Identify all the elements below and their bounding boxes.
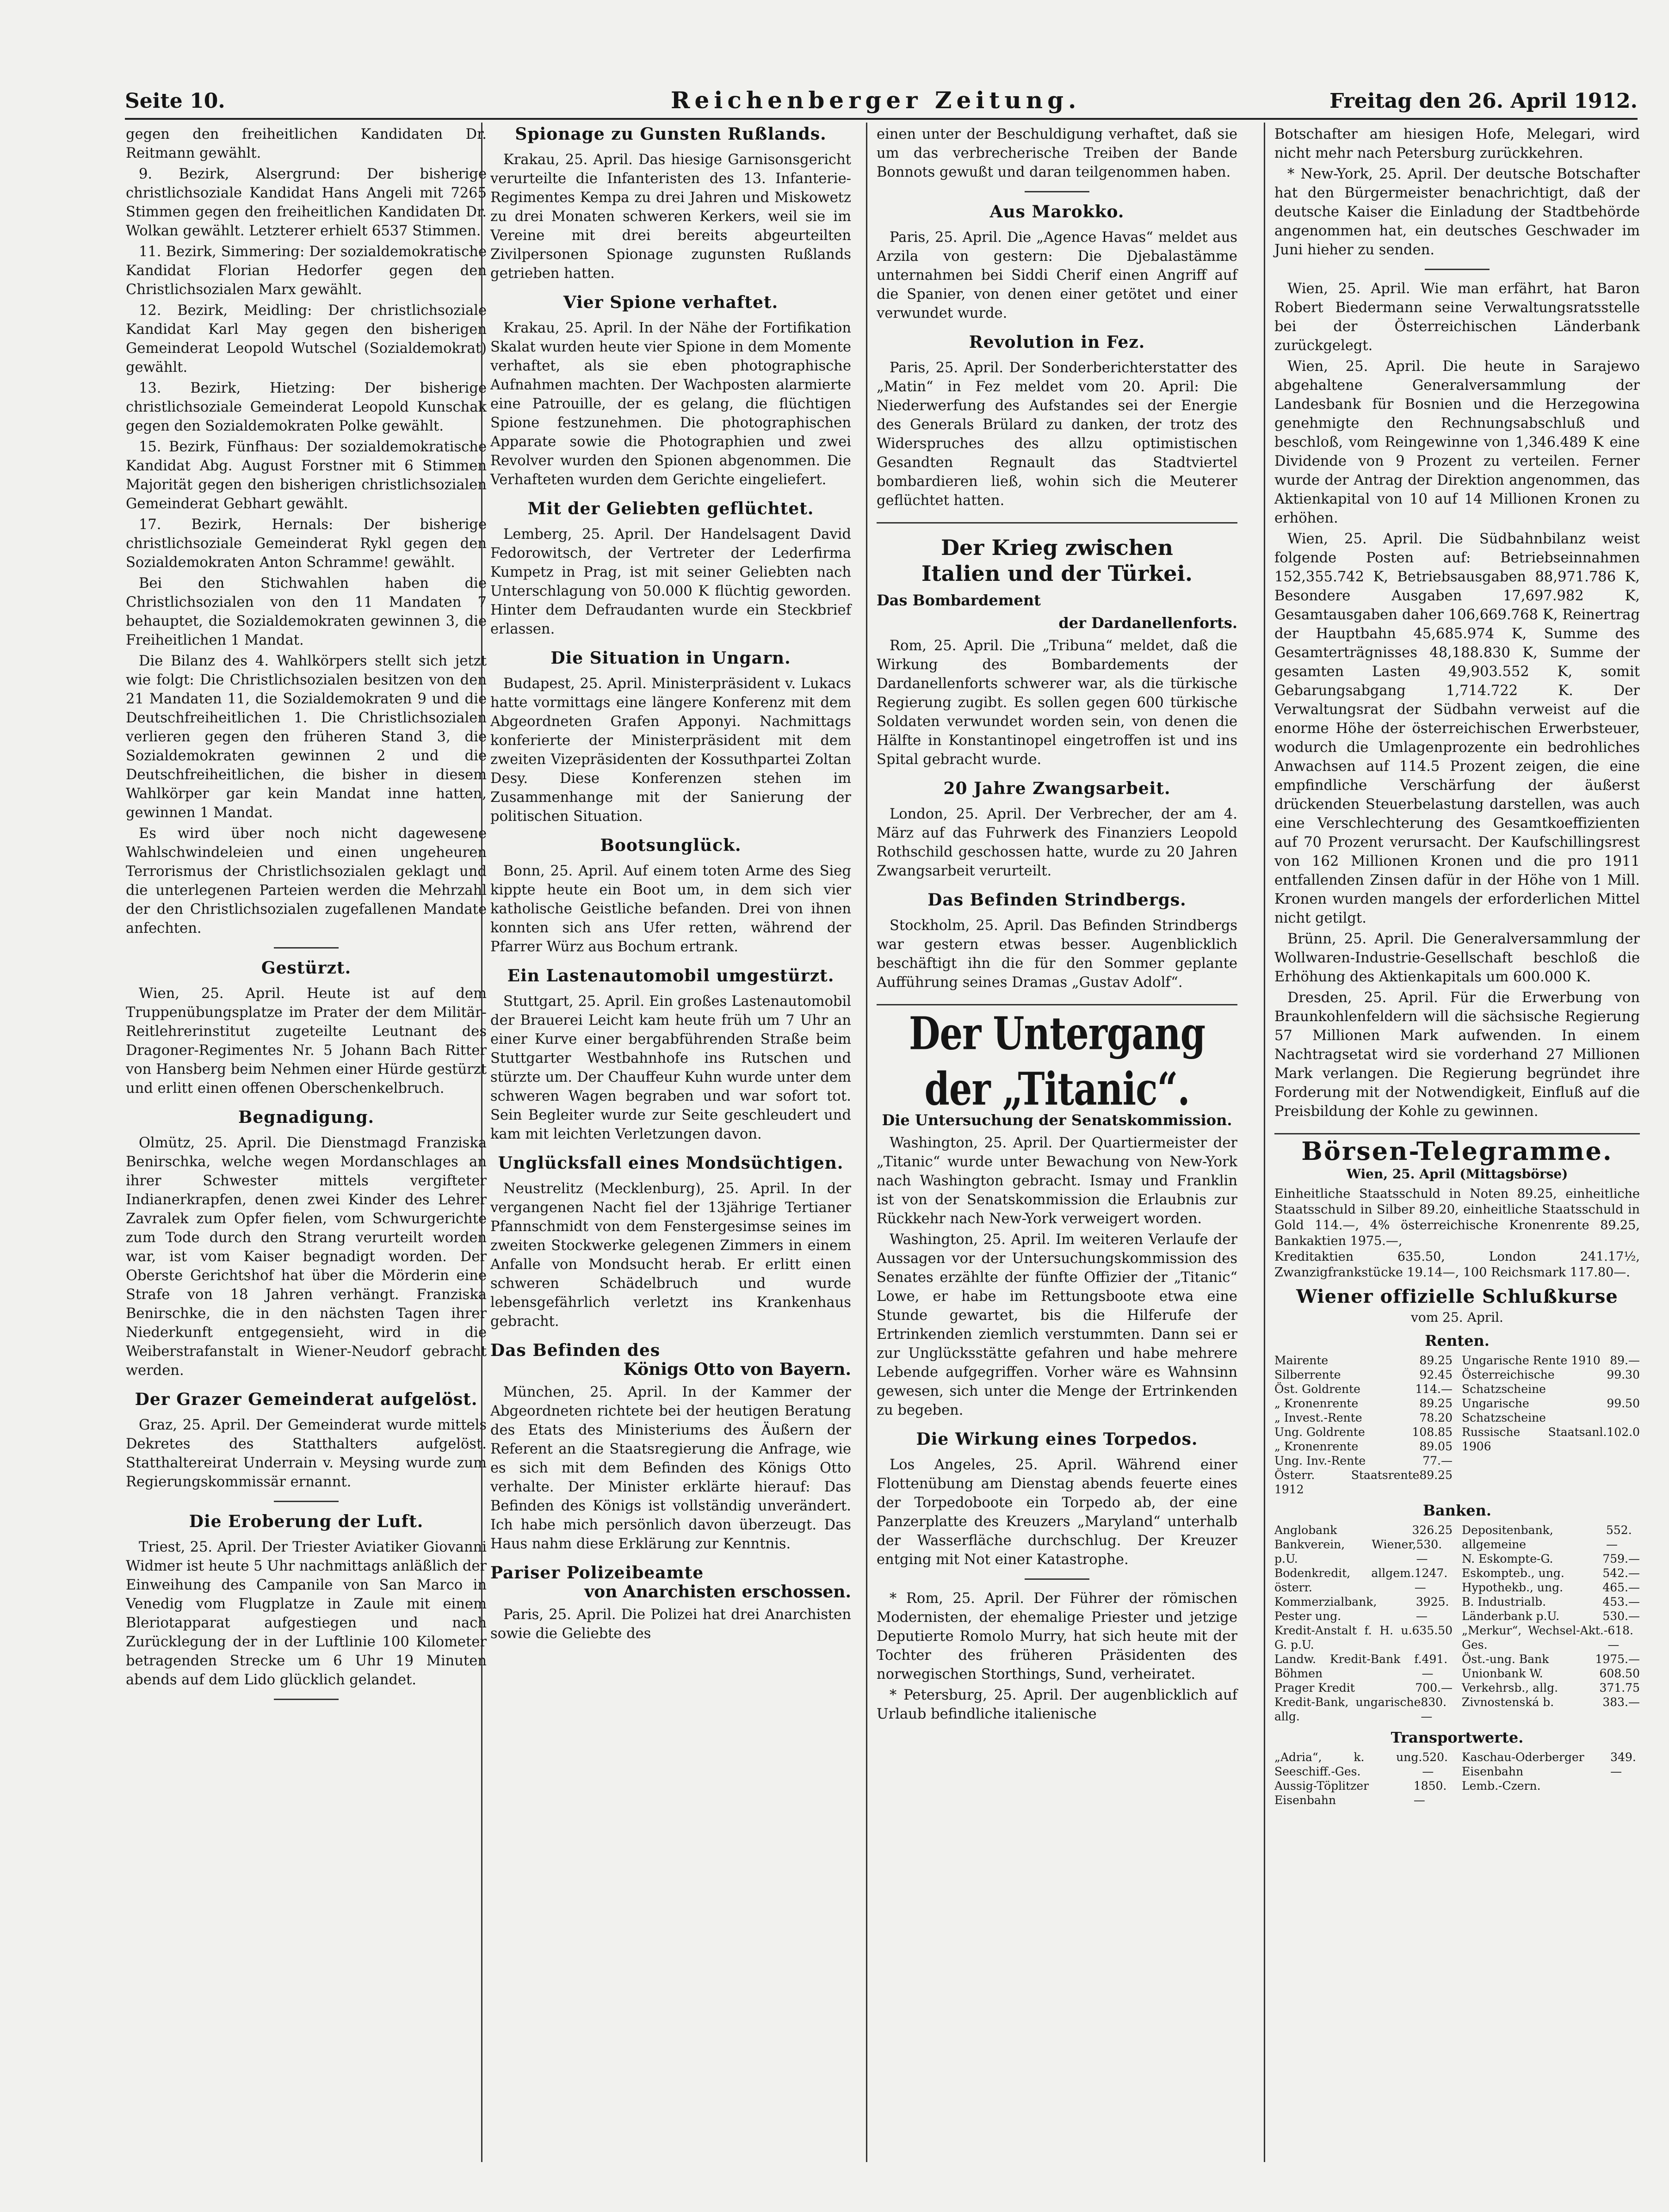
- security-price: 89.25: [1419, 1468, 1453, 1482]
- security-price: 114.—: [1415, 1382, 1453, 1396]
- security-price: 830.—: [1421, 1695, 1447, 1723]
- article-paragraph: Wien, 25. April. Wie man erfährt, hat Baron Robert Biedermann seine Verwaltungsratsstelle bei der Österreichischen Länderbank zurückgelegt.: [1274, 281, 1640, 354]
- separator: [274, 1501, 339, 1502]
- security-price: 1975.—: [1595, 1652, 1640, 1666]
- article-headline: Das Befinden Strindbergs.: [927, 890, 1187, 910]
- closing-prices-date: vom 25. April.: [1411, 1310, 1503, 1325]
- price-row: [1462, 1566, 1640, 1580]
- security-price: 108.85: [1412, 1425, 1453, 1439]
- separator: [1025, 191, 1089, 192]
- article-paragraph: Krakau, 25. April. In der Nähe der Fortifikation Skalat wurden heute vier Spione in dem Momente verhaftet, als sie eben photographische Aufnahmen machten. Der Wachposten alarmierte eine Patrouille, der es gelang, die flüchtigen Spione festzunehmen. Die photographischen Apparate sowie die Photographien und zwei Revolver wurden den Spionen abgenommen. Die Verhafteten wurden dem Gerichte eingeliefert.: [490, 320, 851, 488]
- security-price: 99.30: [1607, 1368, 1640, 1381]
- price-row: [1274, 1439, 1453, 1454]
- article-headline: Die Eroberung der Luft.: [189, 1512, 424, 1531]
- article-paragraph: Dresden, 25. April. Für die Erwerbung von Braunkohlenfeldern will die sächsische Regierung 57 Millionen Mark aufwenden. In einem Nachtragsetat wird sie vorderhand 27 Millionen Mark verlangen. Die Regierung begründet ihre Forderung mit der Notwendigkeit, Einfluß auf die Preisbildung der Kohle zu gewinnen.: [1274, 990, 1640, 1120]
- article-paragraph: Paris, 25. April. Die Polizei hat drei Anarchisten sowie die Geliebte des: [490, 1607, 851, 1642]
- security-name: „ Invest.-Rente: [1274, 1411, 1362, 1424]
- security-name: Silberrente: [1274, 1368, 1341, 1381]
- security-name: Aussig-Töplitzer Eisenbahn: [1274, 1779, 1369, 1807]
- article-paragraph: Neustrelitz (Mecklenburg), 25. April. In der vergangenen Nacht fiel der 13jährige Tertianer Pfannschmidt von dem Fenstergesimse seines im zweiten Stockwerke gelegenen Zimmers in einem Anfalle von Mondsucht herab. Er erlitt einen schweren Schädelbruch und wurde lebensgefährlich verletzt ins Krankenhaus gebracht.: [490, 1181, 851, 1330]
- security-price: 89.25: [1419, 1397, 1453, 1410]
- article-headline: 20 Jahre Zwangsarbeit.: [943, 779, 1171, 798]
- masthead: [125, 81, 1638, 120]
- security-price: 618.—: [1607, 1624, 1633, 1651]
- security-price: 89.—: [1610, 1354, 1640, 1367]
- stock-line: Kreditaktien 635.50, London 241.17½, Zwanzigfrankstücke 19.14—, 100 Reichsmark 117.80—.: [1274, 1250, 1640, 1280]
- price-row: [1462, 1552, 1640, 1566]
- price-row: [1274, 1652, 1453, 1681]
- price-row: [1274, 1353, 1453, 1368]
- transport-left: [1274, 1750, 1453, 1807]
- security-name: Bodenkredit, allgem. österr.: [1274, 1566, 1415, 1594]
- price-row: [1274, 1750, 1453, 1779]
- separator: [274, 947, 339, 949]
- security-price: 608.50: [1599, 1667, 1640, 1680]
- price-row: [1274, 1396, 1453, 1411]
- lead-headline: Der Untergang der „Titanic“.: [909, 1007, 1205, 1116]
- separator: [274, 1699, 339, 1700]
- article-paragraph: 17. Bezirk, Hernals: Der bisherige christlichsoziale Gemeinderat Rykl gegen den Sozialdemokraten Anton Schramme! gewählt.: [126, 517, 487, 571]
- subheadline: der Dardanellenforts.: [1058, 614, 1237, 632]
- transport-right: [1462, 1750, 1640, 1807]
- security-price: 77.—: [1422, 1454, 1453, 1467]
- price-row: [1462, 1666, 1640, 1681]
- security-name: Lemb.-Czern.: [1462, 1779, 1541, 1793]
- article-paragraph: 15. Bezirk, Fünfhaus: Der sozialdemokratische Kandidat Abg. August Forstner mit 6 Stimmen Majorität gegen den bisherigen christlichsozialen Gemeinderat Gebhart gewählt.: [126, 439, 487, 512]
- price-row: [1462, 1580, 1640, 1595]
- price-row: [1274, 1595, 1453, 1623]
- price-row: [1274, 1468, 1453, 1497]
- article-headline: Das Befinden des: [490, 1341, 661, 1360]
- security-price: 383.—: [1602, 1695, 1640, 1709]
- security-price: 102.0: [1607, 1425, 1640, 1439]
- security-price: 491.—: [1422, 1652, 1448, 1680]
- article-headline: Der Grazer Gemeinderat aufgelöst.: [135, 1390, 478, 1409]
- article-headline: Begnadigung.: [238, 1108, 375, 1127]
- security-name: Mairente: [1274, 1354, 1329, 1367]
- price-row: [1274, 1411, 1453, 1425]
- subheadline: Die Untersuchung der Senatskommission.: [882, 1111, 1232, 1129]
- security-name: Bankverein, Wiener, p.U.: [1274, 1538, 1416, 1565]
- price-row: [1274, 1566, 1453, 1595]
- price-row: [1462, 1425, 1640, 1454]
- article-paragraph: Die Bilanz des 4. Wahlkörpers stellt sich jetzt wie folgt: Die Christlichsozialen besitzen von den 21 Mandaten 11, die Sozialdemokraten 9 und die Deutschfreiheitlichen 1. Die Christlichsozialen verlieren gegen den früheren Stand 3, die Sozialdemokraten gewinnen 2 und die Deutschfreiheitlichen, die bisher in diesem Wahlkörper gar kein Mandat inne hatten, gewinnen 1 Mandat.: [126, 653, 487, 821]
- article-headline: Spionage zu Gunsten Rußlands.: [515, 124, 827, 144]
- security-price: 99.50: [1607, 1397, 1640, 1410]
- article-paragraph: 13. Bezirk, Hietzing: Der bisherige christlichsoziale Gemeinderat Leopold Kunschak gegen den Sozialdemokraten Polke gewählt.: [126, 380, 487, 434]
- article-paragraph: 9. Bezirk, Alsergrund: Der bisherige christlichsoziale Kandidat Hans Angeli mit 7265 Stimmen gegen den freiheitlichen Kandidaten Dr. Wolkan gewählt. Letzterer erhielt 6537 Stimmen.: [126, 166, 487, 239]
- article-paragraph: Triest, 25. April. Der Triester Aviatiker Giovanni Widmer ist heute 5 Uhr nachmittags anläßlich der Einweihung des Campanile von San Marco in Venedig vom Flugplatze in Zaule mit einem Bleriotapparat aufgestiegen und nach Zurücklegung der in der Luftlinie 100 Kilometer betragenden Strecke um 6 Uhr 19 Minuten abends auf dem Lido glücklich gelandet.: [126, 1539, 487, 1688]
- security-name: B. Industrialb.: [1462, 1595, 1546, 1608]
- security-name: Anglobank: [1274, 1523, 1337, 1537]
- article-paragraph: München, 25. April. In der Kammer der Abgeordneten richtete bei der heutigen Beratung des Etats des Ministeriums des Äußern der Referent an die Staatsregierung die Anfrage, wie es sich mit dem Befinden des Königs Otto verhalte. Der Minister erklärte hierauf: Das Befinden des Königs ist vollständig unverändert. Ich habe mich persönlich davon überzeugt. Das Haus nahm diese Erklärung zur Kenntnis.: [490, 1384, 851, 1552]
- price-row: [1274, 1523, 1453, 1537]
- column-rule: [866, 123, 867, 2162]
- security-name: Eskompteb., ung.: [1462, 1566, 1564, 1580]
- section-title-banken: Banken.: [1423, 1502, 1491, 1519]
- section-headline: Der Krieg zwischen: [941, 535, 1173, 560]
- security-price: 349.—: [1610, 1750, 1636, 1778]
- article-paragraph: London, 25. April. Der Verbrecher, der am 4. März auf das Fuhrwerk des Finanziers Leopold Rothschild geschossen hatte, wurde zu 20 Jahren Zwangsarbeit verurteilt.: [877, 806, 1237, 879]
- security-price: 92.45: [1419, 1368, 1453, 1381]
- article-paragraph: Paris, 25. April. Der Sonderberichterstatter des „Matin“ in Fez meldet vom 20. April: Die Niederwerfung des Aufstandes sei der Energie des Generals Brülard zu danken, der trotz des Widerspruches des allzu optimistischen Gesandten Regnault das Stadtviertel bombardieren ließ, wohin sich die Meuterer geflüchtet hatten.: [877, 360, 1237, 509]
- separator: [1425, 269, 1490, 270]
- article-headline-continued: von Anarchisten erschossen.: [584, 1582, 851, 1602]
- security-price: 542.—: [1602, 1566, 1640, 1580]
- section-rule: [877, 1004, 1237, 1005]
- article-headline: Die Situation in Ungarn.: [550, 648, 791, 668]
- article-paragraph: Rom, 25. April. Die „Tribuna“ meldet, daß die Wirkung des Bombardements der Dardanellenforts schwerer war, als die türkische Regierung zugibt. Es sollen gegen 600 türkische Soldaten verwundet worden sein, von denen die Hälfte in Konstantinopel eingetroffen ist und ins Spital gebracht wurde.: [877, 638, 1237, 768]
- closing-prices-heading: Wiener offizielle Schlußkurse: [1296, 1286, 1618, 1307]
- security-price: 635.50: [1412, 1624, 1453, 1637]
- security-price: 1850.—: [1413, 1779, 1447, 1807]
- article-paragraph: Brünn, 25. April. Die Generalversammlung der Wollwaren-Industrie-Gesellschaft beschloß die Erhöhung des Aktienkapitals um 600.000 K.: [1274, 931, 1640, 985]
- price-row: [1462, 1695, 1640, 1709]
- security-name: Ung. Inv.-Rente: [1274, 1454, 1366, 1467]
- price-row: [1462, 1681, 1640, 1695]
- banken-left: [1274, 1523, 1453, 1724]
- stock-line: Einheitliche Staatsschuld in Noten 89.25, einheitliche Staatsschuld in Silber 89.20, einheitliche Staatsschuld in Gold 114.—, 4% österreichische Kronenrente 89.25, Bankaktien 1975.—,: [1274, 1187, 1640, 1248]
- article-paragraph: 11. Bezirk, Simmering: Der sozialdemokratische Kandidat Florian Hedorfer gegen den Christlichsozialen Marx gewählt.: [126, 244, 487, 298]
- price-row: [1274, 1681, 1453, 1695]
- article-paragraph: gegen den freiheitlichen Kandidaten Dr. Reitmann gewählt.: [126, 126, 487, 161]
- security-name: Zivnostenská b.: [1462, 1695, 1554, 1709]
- security-name: Landw. Kredit-Bank f. Böhmen: [1274, 1652, 1422, 1680]
- security-price: 520.—: [1422, 1750, 1448, 1778]
- column-3: [877, 125, 1237, 1725]
- price-row: [1274, 1425, 1453, 1439]
- article-paragraph: Stockholm, 25. April. Das Befinden Strindbergs war gestern etwas besser. Augenblicklich beschäftigt ihn die für den Sommer geplante Aufführung seines Dramas „Gustav Adolf“.: [877, 918, 1237, 991]
- article-paragraph: Washington, 25. April. Im weiteren Verlaufe der Aussagen vor der Untersuchungskommission des Senates erzählte der fünfte Offizier der „Titanic“ Lowe, er habe im Rettungsboote etwa eine Stunde gewartet, bis die Hilferufe der Ertrinkenden ziemlich verstummten. Dann sei er zur Unglücksstätte gefahren und habe mehrere Lebende aufgegriffen. Vorher wäre es Wahnsinn gewesen, sich unter die Menge der Ertrinkenden zu begeben.: [877, 1232, 1237, 1418]
- article-headline-continued: Königs Otto von Bayern.: [623, 1360, 851, 1379]
- security-name: Hypothekb., ung.: [1462, 1581, 1564, 1594]
- security-name: Kaschau-Oderberger Eisenbahn: [1462, 1750, 1584, 1778]
- price-row: [1462, 1609, 1640, 1623]
- security-price: 530.—: [1416, 1538, 1442, 1565]
- renten-table: [1274, 1353, 1640, 1497]
- security-price: 371.75: [1599, 1681, 1640, 1694]
- column-2: [490, 125, 851, 1645]
- security-name: Kredit-Anstalt f. H. u. G. p.U.: [1274, 1624, 1412, 1651]
- article-headline: Bootsunglück.: [600, 836, 742, 855]
- security-price: 552.—: [1606, 1523, 1632, 1551]
- security-name: „ Kronenrente: [1274, 1440, 1359, 1453]
- article-headline: Gestürzt.: [261, 958, 352, 978]
- security-name: Prager Kredit: [1274, 1681, 1355, 1694]
- price-row: [1462, 1368, 1640, 1396]
- security-name: Kommerzialbank, Pester ung.: [1274, 1595, 1377, 1623]
- article-paragraph: * Rom, 25. April. Der Führer der römischen Modernisten, der ehemalige Priester und jetzige Deputierte Romolo Murry, hat sich heute mit der Tochter des früheren Präsidenten des norwegischen Storthings, Sund, verheiratet.: [877, 1590, 1237, 1682]
- stock-telegrams-dateline: Wien, 25. April (Mittagsbörse): [1346, 1166, 1568, 1182]
- security-name: Österreichische Schatzscheine: [1462, 1368, 1555, 1396]
- issue-date: Freitag den 26. April 1912.: [1329, 89, 1638, 113]
- article-headline: Pariser Polizeibeamte: [490, 1563, 704, 1583]
- security-name: „Merkur“, Wechsel-Akt.-Ges.: [1462, 1624, 1608, 1651]
- article-paragraph: Paris, 25. April. Die „Agence Havas“ meldet aus Arzila von gestern: Die Djebalastämme unternahmen bei Siddi Cherif einen Angriff auf die Spanier, von denen einer getötet und einer verwundet wurde.: [877, 229, 1237, 321]
- price-row: [1274, 1537, 1453, 1566]
- section-rule: [1274, 1133, 1640, 1134]
- page-number: Seite 10.: [125, 89, 225, 113]
- security-name: Länderbank p.U.: [1462, 1609, 1560, 1623]
- price-row: [1462, 1652, 1640, 1666]
- price-row: [1462, 1396, 1640, 1425]
- security-name: Verkehrsb., allg.: [1462, 1681, 1558, 1694]
- article-headline: Aus Marokko.: [989, 202, 1125, 222]
- price-row: [1274, 1623, 1453, 1652]
- renten-right: [1462, 1353, 1640, 1497]
- price-row: [1274, 1695, 1453, 1724]
- security-price: 78.20: [1419, 1411, 1453, 1424]
- price-row: [1462, 1523, 1640, 1552]
- transport-table: [1274, 1750, 1640, 1807]
- security-price: 465.—: [1602, 1581, 1640, 1594]
- article-paragraph: Botschafter am hiesigen Hofe, Melegari, wird nicht mehr nach Petersburg zurückkehren.: [1274, 126, 1640, 161]
- security-name: Ungarische Rente 1910: [1462, 1354, 1601, 1367]
- article-paragraph: Olmütz, 25. April. Die Dienstmagd Franziska Benirschka, welche wegen Mordanschlages an ihrer Schwester mittels vergifteter Indianerkrapfen, denen zwei Kinder des Lehrer Zavralek zum Opfer fielen, vom Schwurgerichte zum Tode durch den Strang verurteilt worden war, ist vom Kaiser begnadigt worden. Der Oberste Gerichtshof hat über die Mörderin eine Strafe von 18 Jahren verhängt. Franziska Benirschke, die in den nächsten Tagen ihrer Niederkunft entgegensieht, wird in die Weiberstrafanstalt in Wiener-Neudorf gebracht werden.: [126, 1135, 487, 1379]
- banken-table: [1274, 1523, 1640, 1724]
- price-row: [1462, 1623, 1640, 1652]
- price-row: [1274, 1368, 1453, 1382]
- article-paragraph: * New-York, 25. April. Der deutsche Botschafter hat den Bürgermeister benachrichtigt, daß der deutsche Kaiser die Einladung der Stadtbehörde angenommen hat, ein deutsches Geschwader im Juni hieher zu senden.: [1274, 166, 1640, 258]
- price-row: [1462, 1595, 1640, 1609]
- security-name: Unionbank W.: [1462, 1667, 1543, 1680]
- section-headline: Italien und der Türkei.: [921, 561, 1193, 586]
- security-price: 89.05: [1419, 1440, 1453, 1453]
- column-rule: [1264, 123, 1265, 2162]
- article-paragraph: Graz, 25. April. Der Gemeinderat wurde mittels Dekretes des Statthalters aufgelöst. Statthaltereirat Underrain v. Meysing wurde zum Regierungskommissär ernannt.: [126, 1417, 487, 1490]
- security-price: 89.25: [1419, 1354, 1453, 1367]
- article-headline: Mit der Geliebten geflüchtet.: [527, 499, 814, 518]
- newspaper-title: Reichenberger Zeitung.: [671, 86, 1081, 114]
- security-name: Öst.-ung. Bank: [1462, 1652, 1549, 1666]
- security-price: 3925.—: [1416, 1595, 1449, 1623]
- security-name: Depositenbank, allgemeine: [1462, 1523, 1553, 1551]
- price-row: [1462, 1750, 1640, 1779]
- article-headline: Ein Lastenautomobil umgestürzt.: [507, 966, 834, 986]
- column-4: [1274, 125, 1640, 1807]
- article-paragraph: Bei den Stichwahlen haben die Christlichsozialen von den 11 Mandaten 7 behauptet, die Sozialdemokraten gewinnen 3, die Freiheitlichen 1 Mandat.: [126, 575, 487, 648]
- security-price: 759.—: [1602, 1552, 1640, 1565]
- column-1: [126, 125, 487, 1709]
- subheadline: Das Bombardement: [877, 592, 1041, 609]
- article-paragraph: 12. Bezirk, Meidling: Der christlichsoziale Kandidat Karl May gegen den bisherigen Gemeinderat Leopold Wutschel (Sozialdemokrat) gewählt.: [126, 302, 487, 376]
- security-name: „Adria“, k. ung. Seeschiff.-Ges.: [1274, 1750, 1422, 1778]
- price-row: [1274, 1779, 1453, 1807]
- stock-telegrams-heading: Börsen-Telegramme.: [1301, 1136, 1613, 1166]
- security-price: 326.25: [1412, 1523, 1453, 1537]
- banken-right: [1462, 1523, 1640, 1724]
- article-paragraph: * Petersburg, 25. April. Der augenblicklich auf Urlaub befindliche italienische: [877, 1687, 1237, 1722]
- security-name: Ung. Goldrente: [1274, 1425, 1365, 1439]
- article-paragraph: Bonn, 25. April. Auf einem toten Arme des Sieg kippte heute ein Boot um, in dem sich vier katholische Geistliche befanden. Drei von ihnen konnten sich ans Ufer retten, während der Pfarrer Würz aus Bochum ertrank.: [490, 863, 851, 955]
- price-row: [1462, 1353, 1640, 1368]
- security-name: Öst. Goldrente: [1274, 1382, 1360, 1396]
- article-headline: Die Wirkung eines Torpedos.: [916, 1429, 1198, 1449]
- section-title-renten: Renten.: [1425, 1332, 1490, 1349]
- security-name: N. Eskompte-G.: [1462, 1552, 1553, 1565]
- section-rule: [877, 522, 1237, 524]
- price-row: [1462, 1779, 1640, 1793]
- security-name: „ Kronenrente: [1274, 1397, 1359, 1410]
- article-paragraph: Stuttgart, 25. April. Ein großes Lastenautomobil der Brauerei Leicht kam heute früh um 7 Uhr an einer Kurve einer bergabführenden Straße beim Stuttgarter Westbahnhofe ins Rutschen und stürzte um. Der Chauffeur Kuhn wurde unter dem schweren Wagen begraben und war sofort tot. Sein Begleiter wurde zur Seite geschleudert und kam mit leichten Verletzungen davon.: [490, 993, 851, 1142]
- security-price: 530.—: [1602, 1609, 1640, 1623]
- article-paragraph: Wien, 25. April. Heute ist auf dem Truppenübungsplatze im Prater der dem Militär-Reitlehrerinstitut zugeteilte Leutnant des Dragoner-Regimentes Nr. 5 Johann Bach Ritter von Hansberg beim Nehmen einer Hürde gestürzt und erlitt einen offenen Oberschenkelbruch.: [126, 986, 487, 1097]
- article-paragraph: Wien, 25. April. Die Südbahnbilanz weist folgende Posten auf: Betriebseinnahmen 152,355.742 K, Betriebsausgaben 88,971.786 K, Besondere Ausgaben 17,697.982 K, Gesamtausgaben daher 106,669.768 K, Reinertrag der Hauptbahn 45,685.974 K, Summe des Gesamterträgnisses 48,188.830 K, Summe der gesamten Lasten 49,903.552 K, somit Gebarungsabgang 1,714.722 K. Der Verwaltungsrat der Südbahn verweist auf die enorme Höhe der österreichischen Erwerbsteuer, wodurch die Umlagenprozente ein bedrohliches Anwachsen auf 114.5 Prozent zeigen, die eine empfindliche Verschärfung der äußerst drückenden Steuerbelastung darstellen, was auch eine Verschlechterung des Gesamtkoeffizienten auf 70 Prozent verursacht. Der Kaufschillingsrest von 162 Millionen Kronen und die pro 1911 entfallenden Zinsen dafür in der Höhe von 1 Mill. Kronen wurden mangels der erforderlichen Mittel nicht getilgt.: [1274, 531, 1640, 926]
- article-paragraph: Los Angeles, 25. April. Während einer Flottenübung am Dienstag abends feuerte eines der Torpedoboote ein Torpedo ab, der eine Panzerplatte des Kreuzers „Maryland“ unterhalb der Wasserfläche durchschlug. Der Kreuzer entging mit Not einer Katastrophe.: [877, 1457, 1237, 1568]
- security-name: Ungarische Schatzscheine: [1462, 1397, 1546, 1424]
- article-headline: Unglücksfall eines Mondsüchtigen.: [498, 1153, 844, 1173]
- article-paragraph: Wien, 25. April. Die heute in Sarajewo abgehaltene Generalversammlung der Landesbank für Bosnien und die Herzegowina genehmigte den Rechnungsabschluß und beschloß, vom Reingewinne von 1,346.489 K eine Dividende von 9 Prozent zu verteilen. Ferner wurde der Antrag der Direktion angenommen, das Aktienkapital von 10 auf 14 Millionen Kronen zu erhöhen.: [1274, 358, 1640, 526]
- article-headline: Revolution in Fez.: [969, 333, 1145, 352]
- article-paragraph: Washington, 25. April. Der Quartiermeister der „Titanic“ wurde unter Bewachung von New-York nach Washington gebracht. Ismay und Franklin ist von der Senatskommission die Erlaubnis zur Rückkehr nach New-York verweigert worden.: [877, 1135, 1237, 1227]
- security-name: Russische Staatsanl. 1906: [1462, 1425, 1607, 1453]
- security-price: 700.—: [1415, 1681, 1453, 1694]
- price-row: [1274, 1382, 1453, 1396]
- article-paragraph: einen unter der Beschuldigung verhaftet, daß sie um das verbrecherische Treiben der Bande Bonnots gewußt und daran teilgenommen haben.: [877, 126, 1237, 180]
- article-paragraph: Lemberg, 25. April. Der Handelsagent David Fedorowitsch, der Vertreter der Lederfirma Kumpetz in Prag, ist mit seiner Geliebten nach Unterschlagung von 50.000 K flüchtig geworden. Hinter dem Defraudanten wurde ein Steckbrief erlassen.: [490, 526, 851, 637]
- article-paragraph: Krakau, 25. April. Das hiesige Garnisonsgericht verurteilte die Infanteristen des 13. Infanterie-Regimentes Kempa zu drei Jahren und Miskowetz zu drei Monaten schweren Kerkers, weil sie im Vereine mit drei bereits abgeurteilten Zivilpersonen Spionage zugunsten Rußlands getrieben hatten.: [490, 152, 851, 282]
- separator: [1025, 1578, 1089, 1580]
- article-headline: Vier Spione verhaftet.: [563, 293, 779, 312]
- security-price: 453.—: [1602, 1595, 1640, 1608]
- article-paragraph: Budapest, 25. April. Ministerpräsident v. Lukacs hatte vormittags eine längere Konferenz mit dem Abgeordneten Grafen Apponyi. Nachmittags konferierte der Ministerpräsident mit dem zweiten Vizepräsidenten der Kossuthpartei Zoltan Desy. Diese Konferenzen stehen im Zusammenhange mit der Sanierung der politischen Situation.: [490, 676, 851, 825]
- price-row: [1274, 1454, 1453, 1468]
- section-title-transport: Transportwerte.: [1391, 1729, 1524, 1746]
- article-paragraph: Es wird über noch nicht dagewesene Wahlschwindeleien und einen ungeheuren Terrorismus der Christlichsozialen geklagt und die unterlegenen Parteien werden die Mehrzahl der den Christlichsozialen zugefallenen Mandate anfechten.: [126, 826, 487, 937]
- security-name: Österr. Staatsrente 1912: [1274, 1468, 1420, 1496]
- renten-left: [1274, 1353, 1453, 1497]
- security-name: Kredit-Bank, ungarische allg.: [1274, 1695, 1421, 1723]
- security-price: 1247.—: [1414, 1566, 1448, 1594]
